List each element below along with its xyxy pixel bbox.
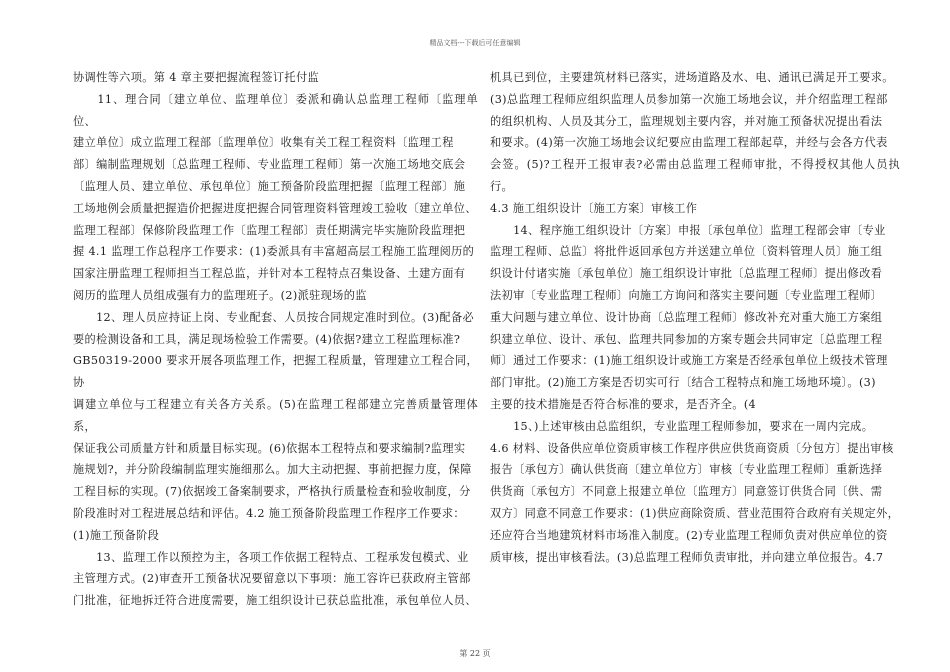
text-line: 报告〔承包方〕确认供货商〔建立单位方〕审核〔专业监理工程师〕重新选择: [490, 463, 883, 477]
text-line: GB50319-2000 要求开展各项监理工作，把握工程质量，管理建立工程合同，协: [73, 354, 478, 390]
right-column: [490, 67, 900, 568]
text-line: 的组织机构、人员及其分工，监理规划主要内容，并对施工预备状况提出看法: [490, 114, 883, 128]
text-line: 建立单位〕成立监理工程部〔监理单位〕收集有关工程工程资料〔监理工程: [73, 136, 454, 150]
text-line: (1)施工预备阶段: [73, 528, 160, 542]
text-line: (3)总监理工程师应组织监理人员参加第一次施工场地会议，并介绍监理工程部: [490, 92, 888, 106]
text-line: 阅历的监理人员组成强有力的监理班子。(2)派驻现场的监: [73, 288, 367, 302]
text-line: 阶段准时对工程进展总结和评估。4.2 施工预备阶段监理工作程序工作要求：: [73, 506, 465, 520]
text-line: 质审核，提出审核看法。(3)总监理工程师负责审批，并向建立单位报告。4.7: [490, 550, 884, 564]
text-line: 和要求。(4)第一次施工场地会议纪要应由监理工程部起草，并经与会各方代表: [490, 136, 888, 150]
text-line: 〔监理人员、建立单位、承包单位〕施工预备阶段监理把握〔监理工程部〕施: [73, 179, 466, 193]
text-line: 部门审批。(2)施工方案是否切实可行〔结合工程特点和施工场地环境〕。(3): [490, 376, 876, 390]
page-number: 第 22 页: [459, 649, 491, 658]
section-heading: 4.3 施工组织设计〔施工方案〕审核工作: [490, 201, 698, 215]
text-line: 14、程序施工组织设计〔方案〕申报〔承包单位〕监理工程部会审〔专业: [490, 223, 886, 237]
text-line: 织设计付诸实施〔承包单位〕施工组织设计审批〔总监理工程师〕提出修改看: [490, 267, 883, 281]
text-line: 要的检测设备和工具，满足现场检验工作需要。(4)依据?建立工程监理标准?: [73, 332, 461, 346]
text-line: 11、理合同〔建立单位、监理单位〕委派和确认总监理工程师〔监理单位、: [73, 92, 478, 128]
text-line: 重大问题与建立单位、设计协商〔总监理工程师〕修改补充对重大施工方案组: [490, 310, 883, 324]
text-line: 门批准，征地拆迁符合进度需要，施工组织设计已获总监批准，承包单位人员、: [73, 594, 477, 608]
text-line: 监理工程师、总监〕将批件返回承包方并送建立单位〔资料管理人员〕施工组: [490, 245, 883, 259]
text-line: 会签。(5)?工程开工报审表?必需由总监理工程师审批，不得授权其他人员执行。: [490, 158, 900, 193]
text-line: 13、监理工作以预控为主，各项工作依据工程特点、工程承发包模式、业: [73, 550, 469, 564]
text-line: 国家注册监理工程师担当工程总监，并针对本工程特点召集设备、土建方面有: [73, 267, 466, 281]
text-line: 保证我公司质量方针和质量目标实现。(6)依据本工程特点和要求编制?监理实: [73, 441, 466, 455]
text-line: 15、)上述审核由总监组织，专业监理工程师参加，要求在一周内完成。: [490, 419, 874, 433]
text-line: 握 4.1 监理工作总程序工作要求：(1)委派具有丰富超高层工程施工监理阅历的: [73, 245, 475, 259]
text-line: 调建立单位与工程建立有关各方关系。(5)在监理工程部建立完善质量管理体系，: [73, 397, 478, 433]
left-column: [73, 67, 478, 612]
page-header: 精品文档---下载后可任意编辑: [429, 39, 521, 47]
text-line: 主要的技术措施是否符合标准的要求，是否齐全。(4: [490, 397, 757, 411]
text-line: 12、理人员应持证上岗、专业配套、人员按合同规定准时到位。(3)配备必: [73, 310, 475, 324]
text-line: 师〕通过工作要求：(1)施工组织设计或施工方案是否经承包单位上级技术管理: [490, 354, 888, 368]
text-line: 还应符合当地建筑材料市场准入制度。(2)专业监理工程师负责对供应单位的资: [490, 528, 888, 542]
text-line: 4.6 材料、设备供应单位资质审核工作程序供应供货商资质〔分包方〕提出审核: [490, 441, 894, 455]
text-line: 监理工程部〕保修阶段监理工作〔监理工程部〕责任期满完毕实施阶段监理把: [73, 223, 466, 237]
text-line: 织建立单位、设计、承包、监理共同参加的方案专题会共同审定〔总监理工程: [490, 332, 883, 346]
text-line: 供货商〔承包方〕不同意上报建立单位〔监理方〕同意签订供货合同〔供、需: [490, 485, 883, 499]
text-line: 部〕编制监理规划〔总监理工程师、专业监理工程师〕第一次施工场地交底会: [73, 158, 466, 172]
text-line: 法初审〔专业监理工程师〕向施工方询问和落实主要问题〔专业监理工程师〕: [490, 288, 883, 302]
text-line: 双方〕同意不同意工作要求：(1)供应商除资质、营业范围符合政府有关规定外，: [490, 506, 900, 520]
text-line: 主管理方式。(2)审查开工预备状况要留意以下事项：施工容许已获政府主管部: [73, 572, 471, 586]
text-line: 协调性等六项。第 4 章主要把握流程签订托付监: [73, 71, 320, 84]
text-line: 机具已到位，主要建筑材料已落实，进场道路及水、电、通讯已满足开工要求。: [490, 71, 894, 84]
text-line: 工场地例会质量把握造价把握进度把握合同管理资料管理竣工验收〔建立单位、: [73, 201, 477, 215]
text-line: 施规划?，并分阶段编制监理实施细那么。加大主动把握、事前把握力度，保障: [73, 463, 472, 477]
text-line: 工程目标的实现。(7)依据竣工备案制要求，严格执行质量检查和验收制度，分: [73, 485, 471, 499]
